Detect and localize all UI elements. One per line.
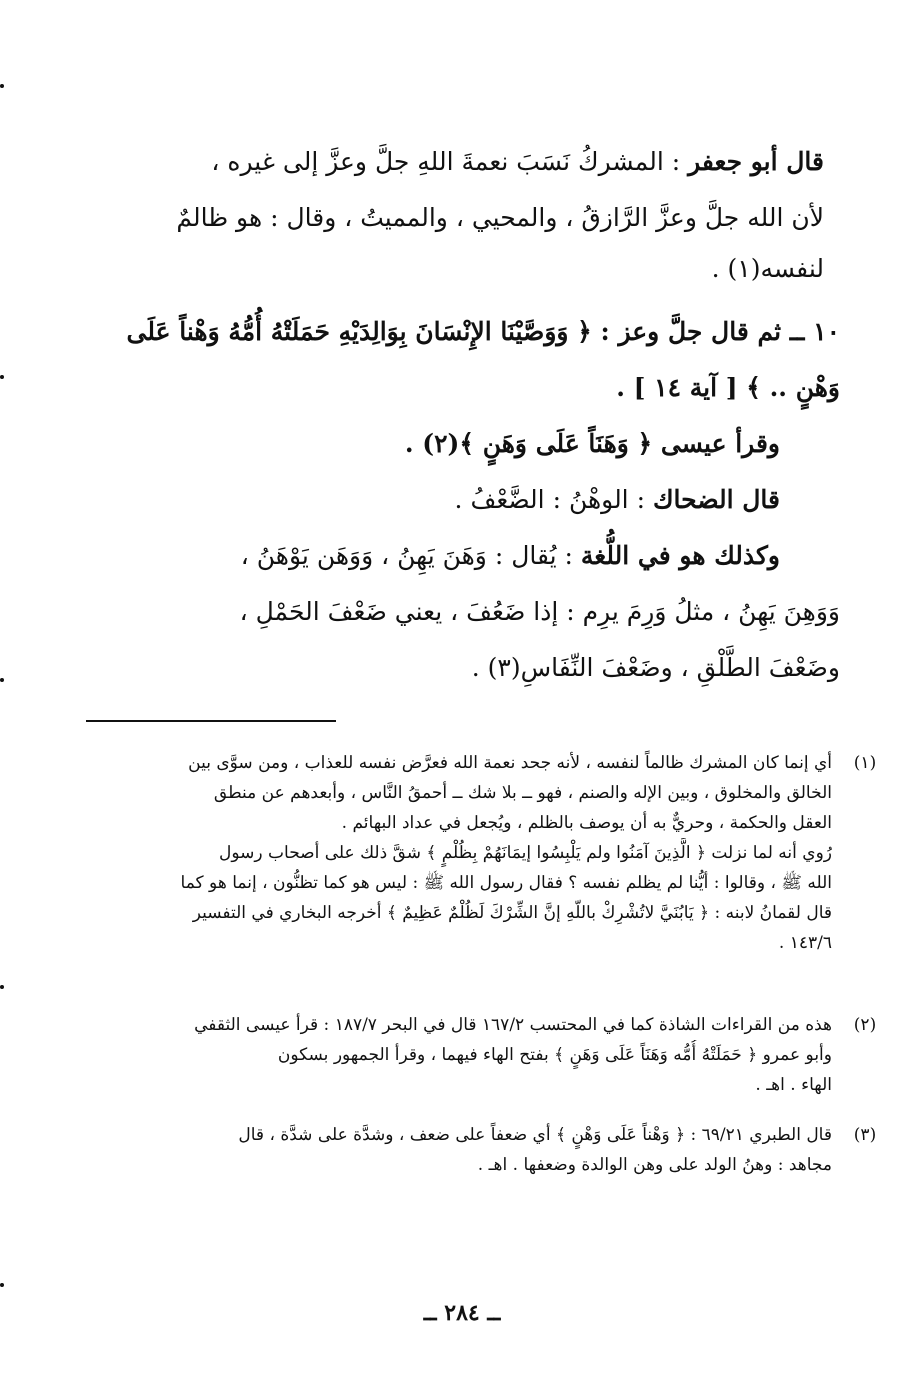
- footnote-line: ١٤٣/٦ .: [778, 933, 832, 953]
- speaker-label: قال أبو جعفر: [688, 147, 824, 176]
- footnote-number: (٣): [853, 1125, 877, 1145]
- footnote-line: هذه من القراءات الشاذة كما في المحتسب ١٦٧/٢ قال في البحر ١٨٧/٧ : قرأ عيسى الثقفي: [194, 1015, 832, 1035]
- footnote-line: مجاهد : وهنُ الولد على وهن الوالدة وضعفها . اهـ .: [477, 1155, 832, 1175]
- footnote-3: [102, 1120, 877, 1180]
- footnote-line: الهاء . اهـ .: [755, 1075, 832, 1095]
- footnote-number: (١): [853, 753, 877, 773]
- line-text: وضَعْفَ الطَّلْقِ ، وضَعْفَ النِّفَاسِ(٣) .: [471, 653, 840, 682]
- footnote-line: الله ﷺ ، وقالوا : أيُّنا لم يظلم نفسه ؟ فقال رسول الله ﷺ : ليس هو كما تظنُّون ، إنما هو كما: [180, 873, 832, 893]
- text-line: [94, 190, 824, 246]
- item-heading: ١٠ ــ ثم قال جلَّ وعز :: [600, 317, 840, 346]
- text-line: [94, 360, 840, 416]
- text-line: [94, 640, 840, 696]
- footnote-separator: [86, 720, 336, 722]
- quran-verse: ﴿ وَوَصَّيْنَا الإِنْسَانَ بِوَالِدَيْهِ حَمَلَتْهُ أُمُّهُ وَهْناً عَلَى: [126, 317, 601, 346]
- text-line: [94, 134, 824, 190]
- paragraph-item-10: [94, 304, 840, 696]
- scan-edge-mark: [0, 985, 4, 989]
- line-text: : المشركُ نَسَبَ نعمةَ اللهِ جلَّ وعزَّ إلى غيره ،: [211, 147, 689, 176]
- text-line: [94, 528, 840, 584]
- scan-edge-mark: [0, 678, 4, 682]
- footnote-line: العقل والحكمة ، وحريٌّ به أن يوصف بالظلم ، ويُجعل في عداد البهائم .: [341, 813, 832, 833]
- footnote-line: رُوي أنه لما نزلت ﴿ الَّذِينَ آمَنُوا ولم يَلْبِسُوا إيمَانَهُمْ بِظُلْمٍ ﴾ شقَّ ذلك على أصحاب رسول: [219, 843, 832, 863]
- paragraph-abu-jafar: [94, 134, 824, 292]
- text-line: [94, 246, 824, 292]
- scan-edge-mark: [0, 1283, 4, 1287]
- line-text: لنفسه(١) .: [711, 254, 824, 283]
- text-line: [94, 584, 840, 640]
- reader-label: وقرأ عيسى: [660, 429, 780, 458]
- reading-variant: ﴿ وَهَنَاً عَلَى وَهَنٍ ﴾(٢) .: [404, 429, 661, 458]
- text-line: [94, 472, 840, 528]
- speaker-label: قال الضحاك: [652, 485, 780, 514]
- footnote-line: الخالق والمخلوق ، وبين الإله والصنم ، فهو ــ بلا شك ــ أحمقُ النَّاس ، وأبعدهم عن منطق: [213, 783, 832, 803]
- footnote-line: وأبو عمرو ﴿ حَمَلَتْهُ أُمُّه وَهَنَاً عَلَى وَهَنٍ ﴾ بفتح الهاء فيهما ، وقرأ الجمهور بسكون: [277, 1045, 832, 1065]
- footnote-2: [102, 1010, 877, 1100]
- speaker-label: وكذلك هو في اللُّغة: [580, 541, 780, 570]
- text-line: [94, 304, 840, 360]
- footnote-line: قال لقمانُ لابنه : ﴿ يَابُنَيَّ لاتُشْرِكْ باللّهِ إنَّ الشِّرْكَ لَظُلْمٌ عَظِيمٌ ﴾ أخرجه البخاري في التفسير: [192, 903, 832, 923]
- footnote-1: [102, 748, 877, 958]
- quran-verse-end: وَهْنٍ .. ﴾ [ آية ١٤ ] .: [616, 373, 840, 402]
- scan-edge-mark: [0, 375, 4, 379]
- page-number: ــ ٢٨٤ ــ: [423, 1300, 501, 1326]
- line-text: : الوهْنُ : الضَّعْفُ .: [454, 485, 653, 514]
- scan-edge-mark: [0, 84, 4, 88]
- footnote-line: قال الطبري ٦٩/٢١ : ﴿ وَهْناً عَلَى وَهْنٍ ﴾ أي ضعفاً على ضعف ، وشدَّة على شدَّة ، قال: [238, 1125, 832, 1145]
- text-line: [94, 416, 840, 472]
- line-text: : يُقال : وَهَنَ يَهِنُ ، وَوَهَن يَوْهَنُ ،: [240, 541, 581, 570]
- footnote-number: (٢): [853, 1015, 877, 1035]
- line-text: وَوَهِنَ يَهِنُ ، مثلُ وَرِمَ يرِم : إذا ضَعُفَ ، يعني ضَعْفَ الحَمْلِ ،: [239, 597, 840, 626]
- line-text: لأن الله جلَّ وعزَّ الرَّازقُ ، والمحيي ، والمميتُ ، وقال : هو ظالمٌ: [176, 203, 824, 232]
- footnote-line: أي إنما كان المشرك ظالماً لنفسه ، لأنه جحد نعمة الله فعرَّض نفسه للعذاب ، ومن سوَّى بين: [188, 753, 832, 773]
